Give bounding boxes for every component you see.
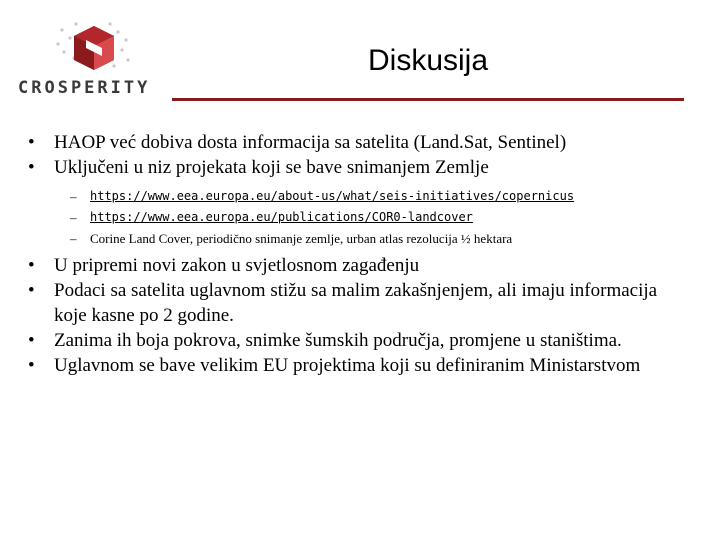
bullet-item <box>28 278 688 328</box>
bullet-text: HAOP već dobiva dosta informacija sa satelita (Land.Sat, Sentinel) <box>54 132 567 153</box>
sub-item <box>70 186 688 207</box>
slide-title: Diskusija <box>368 44 489 77</box>
bullet-text: U pripremi novi zakon u svjetlosnom zagađenju <box>54 255 420 276</box>
dash-glyph: – <box>70 231 77 246</box>
sub-item <box>70 228 688 249</box>
bullet-text: Zanima ih boja pokrova, snimke šumskih područja, promjene u staništima. <box>54 330 622 351</box>
landcover-link[interactable]: https://www.eea.europa.eu/publications/COR0-landcover <box>90 210 473 224</box>
dash-glyph: – <box>70 210 77 225</box>
bullet-text: Uključeni u niz projekata koji se bave snimanjem Zemlje <box>54 157 489 178</box>
bullet-glyph: • <box>28 330 35 351</box>
copernicus-link[interactable]: https://www.eea.europa.eu/about-us/what/seis-initiatives/copernicus <box>90 189 575 203</box>
bullet-item <box>28 130 688 155</box>
bullet-glyph: • <box>28 280 35 301</box>
bullet-item <box>28 155 688 180</box>
bullet-glyph: • <box>28 132 35 153</box>
bullet-text: Podaci sa satelita uglavnom stižu sa malim zakašnjenjem, ali imaju informacija koje kasne po 2 godine. <box>54 280 658 326</box>
crosperity-logo <box>14 18 174 98</box>
bullet-text: Uglavnom se bave velikim EU projektima koji su definiranim Ministarstvom <box>54 355 641 376</box>
bullet-glyph: • <box>28 157 35 178</box>
bullet-item <box>28 328 688 353</box>
dash-glyph: – <box>70 189 77 204</box>
bullet-glyph: • <box>28 355 35 376</box>
crosperity-emblem-icon <box>14 18 174 78</box>
logo-wordmark: CROSPERITY <box>18 78 151 98</box>
bullet-item <box>28 253 688 278</box>
sub-item <box>70 207 688 228</box>
sub-item-text: Corine Land Cover, periodično snimanje zemlje, urban atlas rezolucija ½ hektara <box>90 231 513 246</box>
bullet-item <box>28 353 688 378</box>
slide-content <box>28 130 688 378</box>
bullet-glyph: • <box>28 255 35 276</box>
title-rule <box>172 98 684 101</box>
